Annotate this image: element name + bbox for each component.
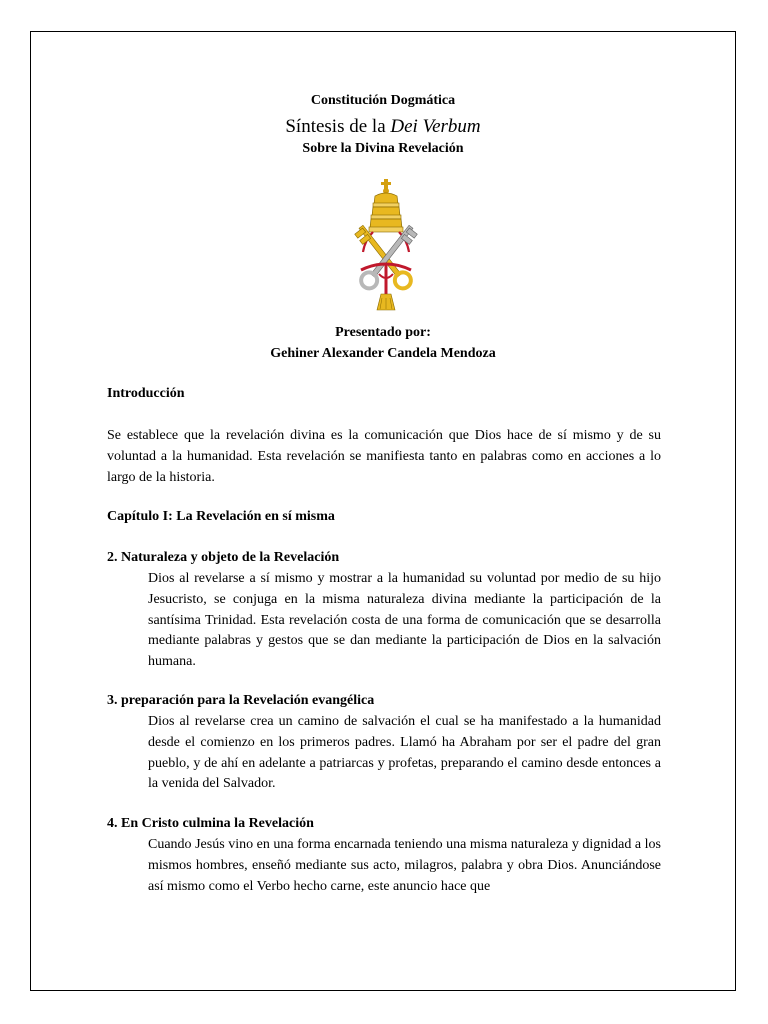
section-body-introduction: Se establece que la revelación divina es la comunicación que Dios hace de sí mismo y de su voluntad a la humanidad. Esta revelación se manifiesta tanto en palabras como en acciones a lo largo de la historia. <box>107 428 661 485</box>
section-heading-4: 4. En Cristo culmina la Revelación <box>107 816 314 831</box>
papal-coat-of-arms-icon <box>349 178 423 314</box>
author-name: Gehiner Alexander Candela Mendoza <box>270 346 496 361</box>
section-body-2: Dios al revelarse a sí mismo y mostrar a la humanidad su voluntad por medio de su hijo Jesucristo, se conjuga en la misma naturaleza divina mediante la participación de la santísima Trinidad. Esta revelación costa de una forma de comunicación que se desarrolla mediante palabras y gestos que se dan mediante la participación de Dios en la salvación humana. <box>148 571 661 670</box>
section-body-3: Dios al revelarse crea un camino de salvación el cual se ha manifestado a la humanidad desde el comienzo en los primeros padres. Llamó ha Abraham por ser el padre del gran pueblo, y de ahí en adelante a patriarcas y profetas, preparando el camino desde entonces a la venida del Salvador. <box>148 714 661 792</box>
section-body-4: Cuando Jesús vino en una forma encarnada teniendo una misma naturaleza y dignidad a los mismos hombres, enseñó mediante sus acto, milagros, palabra y obra Dios. Anunciándose así mismo como el Verbo hecho carne, este anuncio hace que <box>148 837 661 894</box>
pre-title: Constitución Dogmática <box>310 93 456 108</box>
section-heading-3: 3. preparación para la Revelación evangélica <box>107 693 375 708</box>
title-prefix: Síntesis de la <box>285 116 391 137</box>
document-title <box>31 116 735 138</box>
section-heading-introduction: Introducción <box>107 386 185 401</box>
section-heading-2: 2. Naturaleza y objeto de la Revelación <box>107 550 340 565</box>
document-subtitle: Sobre la Divina Revelación <box>302 141 464 156</box>
presented-by-label: Presentado por: <box>335 325 431 340</box>
document-page <box>30 31 736 991</box>
title-italic: Dei Verbum <box>390 116 481 137</box>
chapter-heading: Capítulo I: La Revelación en sí misma <box>107 509 335 524</box>
